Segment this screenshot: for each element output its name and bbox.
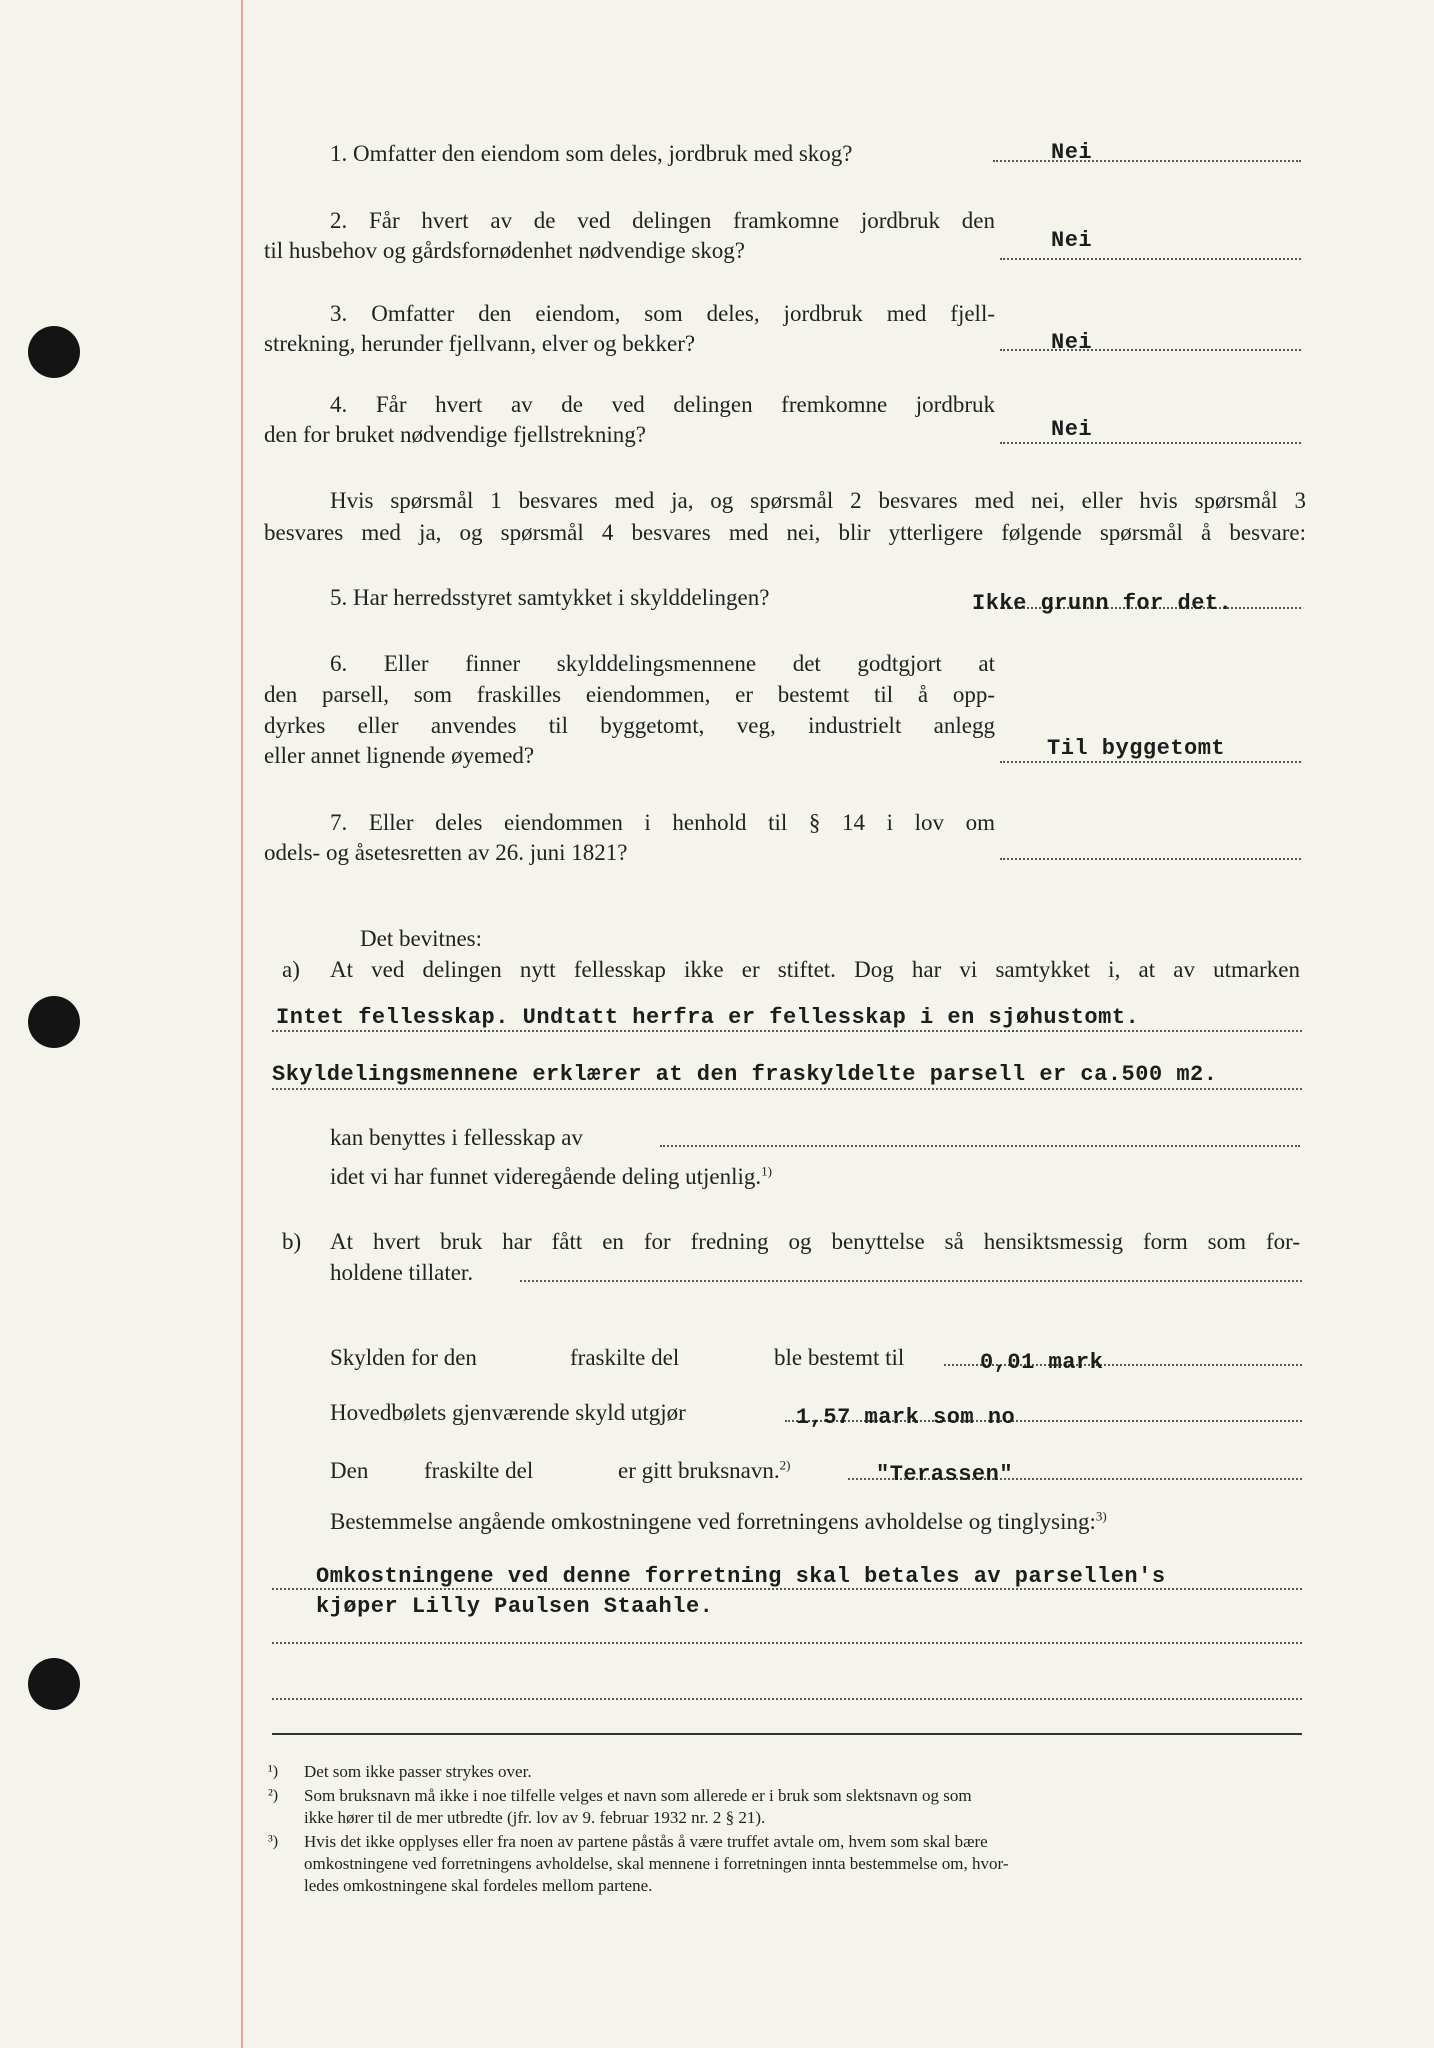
skyld-row-3-c: er gitt bruksnavn.$^{2)}$ [618, 1457, 791, 1483]
footnote-2-mark: ²) [268, 1787, 279, 1804]
skyld-row-3-a: Den [330, 1458, 369, 1483]
fill-line [272, 1698, 1302, 1700]
skyld-row-3-b: fraskilte del [424, 1458, 534, 1483]
typed-line-2: Skyldelingsmennene erklærer at den fraskyldelte parsell er ca.500 m2. [272, 1062, 1218, 1087]
fill-line [520, 1280, 1302, 1282]
fill-line [272, 1088, 1302, 1090]
attest-b-label: b) [282, 1229, 302, 1254]
cost-heading: Bestemmelse angående omkostningene ved forretningens avholdelse og tinglysing:$^{3)}$ [330, 1508, 1107, 1534]
skyld-row-1-value: 0,01 mark [980, 1350, 1104, 1375]
fill-line [272, 1588, 1302, 1590]
footnote-rule [272, 1733, 1302, 1735]
question-3-line-2: strekning, herunder fjellvann, elver og bekker? [264, 331, 696, 356]
answer-line [1000, 258, 1301, 260]
cost-line-2: kjøper Lilly Paulsen Staahle. [316, 1594, 714, 1619]
attest-heading: Det bevitnes: [360, 926, 482, 951]
answer-line [993, 160, 1301, 162]
skyld-row-2: Hovedbølets gjenværende skyld utgjør [330, 1400, 686, 1425]
question-6-line-4: eller annet lignende øyemed? [264, 743, 535, 768]
answer-line [1000, 349, 1301, 351]
answer-3: Nei [1051, 330, 1093, 355]
attest-b-line-2: holdene tillater. [330, 1260, 474, 1285]
skyld-row-1-b: fraskilte del [570, 1345, 680, 1370]
answer-5: Ikke grunn for det. [972, 591, 1233, 616]
attest-b-line-1: At hvert bruk har fått en for fredning og benyttelse så hensiktsmessig form som for- [330, 1229, 1300, 1254]
punch-hole [28, 996, 80, 1048]
attest-a-label: a) [282, 957, 300, 982]
footnote-2-line-1: Som bruksnavn må ikke i noe tilfelle velges et navn som allerede er i bruk som slektsnavn og som [304, 1786, 972, 1805]
question-5: 5. Har herredsstyret samtykket i skylddelingen? [330, 585, 770, 610]
punch-hole [28, 326, 80, 378]
answer-1: Nei [1051, 140, 1093, 165]
conditional-intro-line-1: Hvis spørsmål 1 besvares med ja, og spørsmål 2 besvares med nei, eller hvis spørsmål 3 [330, 488, 1306, 513]
question-7-line-1: 7. Eller deles eiendommen i henhold til § 14 i lov om [330, 810, 995, 835]
attest-a-line-3: idet vi har funnet videregående deling utjenlig.$^{1)}$ [330, 1163, 772, 1189]
skyld-row-2-value: 1,57 mark som no [796, 1405, 1016, 1430]
answer-6: Til byggetomt [1047, 736, 1226, 761]
question-2-line-2: til husbehov og gårdsfornødenhet nødvendige skog? [264, 238, 745, 263]
margin-line [241, 0, 243, 2048]
question-7-line-2: odels- og åsetesretten av 26. juni 1821? [264, 840, 628, 865]
answer-line [1000, 442, 1301, 444]
footnote-1: Det som ikke passer strykes over. [304, 1762, 532, 1781]
question-1: 1. Omfatter den eiendom som deles, jordbruk med skog? [330, 141, 853, 166]
question-2-line-1: 2. Får hvert av de ved delingen framkomne jordbruk den [330, 208, 995, 233]
typed-line-1: Intet fellesskap. Undtatt herfra er fellesskap i en sjøhustomt. [276, 1005, 1140, 1030]
question-3-line-1: 3. Omfatter den eiendom, som deles, jordbruk med fjell- [330, 301, 995, 326]
answer-2: Nei [1051, 228, 1093, 253]
question-4-line-2: den for bruket nødvendige fjellstrekning? [264, 422, 646, 447]
answer-line [1000, 858, 1301, 860]
footnote-3-line-2: omkostningene ved forretningens avholdelse, skal mennene i forretningen innta bestemmelse om, hvor- [304, 1854, 1009, 1873]
footnote-3-line-1: Hvis det ikke opplyses eller fra noen av partene påstås å være truffet avtale om, hvem som skal bære [304, 1832, 988, 1851]
fill-line [272, 1030, 1302, 1032]
skyld-row-1-a: Skylden for den [330, 1345, 477, 1370]
punch-hole [28, 1658, 80, 1710]
fill-line [272, 1642, 1302, 1644]
fill-line [660, 1145, 1300, 1147]
question-6-line-3: dyrkes eller anvendes til byggetomt, veg, industrielt anlegg [264, 713, 995, 738]
question-6-line-1: 6. Eller finner skylddelingsmennene det godtgjort at [330, 651, 995, 676]
conditional-intro-line-2: besvares med ja, og spørsmål 4 besvares med nei, blir ytterligere følgende spørsmål å besvare: [264, 520, 1306, 545]
attest-a-line-2: kan benyttes i fellesskap av [330, 1125, 583, 1150]
answer-4: Nei [1051, 417, 1093, 442]
skyld-row-3-value: "Terassen" [876, 1462, 1014, 1487]
attest-a-text: At ved delingen nytt fellesskap ikke er stiftet. Dog har vi samtykket i, at av utmarken [330, 957, 1300, 982]
footnote-2-line-2: ikke hører til de mer utbredte (jfr. lov av 9. februar 1932 nr. 2 § 21). [304, 1808, 766, 1827]
footnote-3-mark: ³) [268, 1833, 279, 1850]
cost-line-1: Omkostningene ved denne forretning skal betales av parsellen's [316, 1564, 1166, 1589]
footnote-1-mark: ¹) [268, 1763, 279, 1780]
question-6-line-2: den parsell, som fraskilles eiendommen, er bestemt til å opp- [264, 682, 995, 707]
footnote-3-line-3: ledes omkostningene skal fordeles mellom partene. [304, 1876, 653, 1895]
question-4-line-1: 4. Får hvert av de ved delingen fremkomne jordbruk [330, 392, 995, 417]
skyld-row-1-c: ble bestemt til [774, 1345, 905, 1370]
